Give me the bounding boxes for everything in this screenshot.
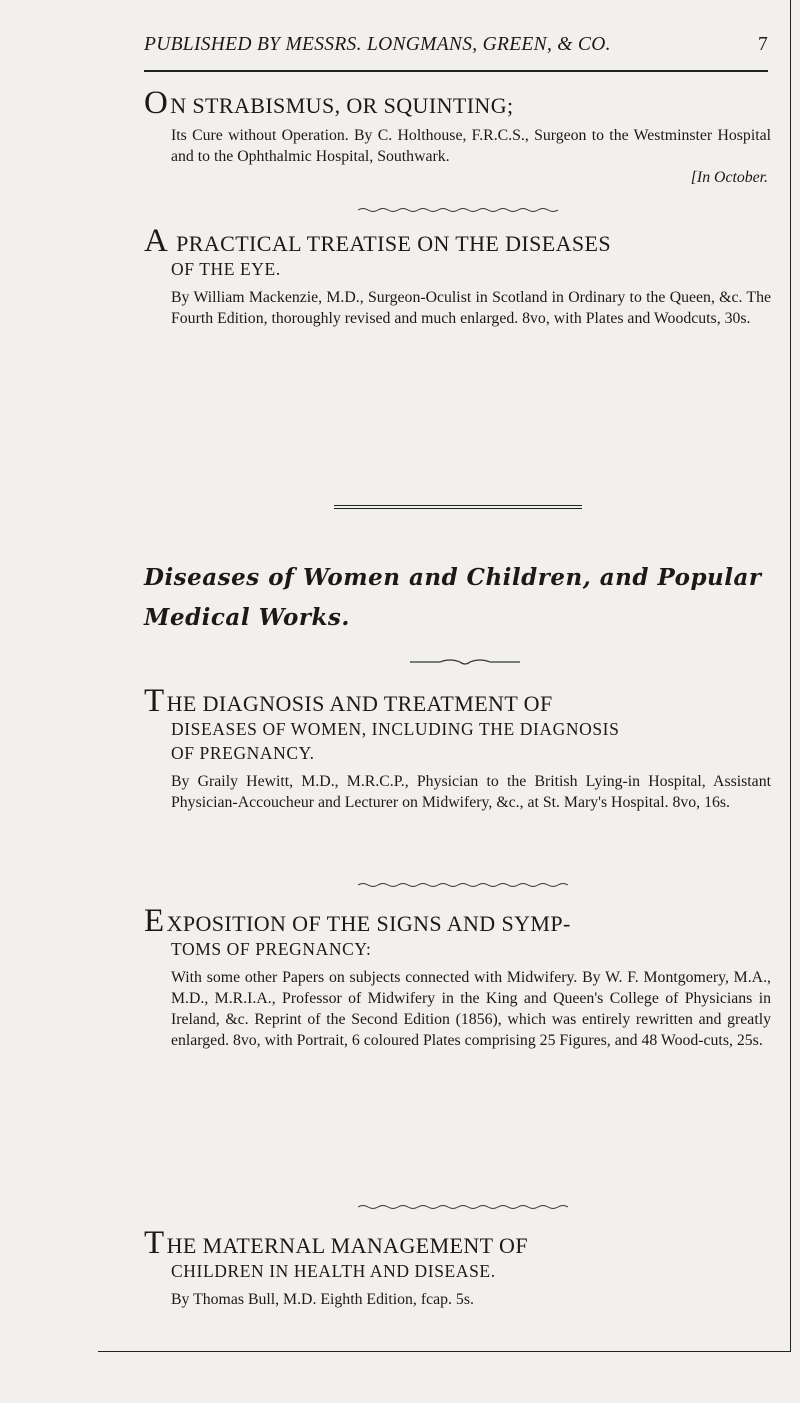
heading-text: PRACTICAL TREATISE ON THE DISEASES [170, 231, 612, 256]
section-title-line-1: Diseases of Women and Children, and Popular [144, 564, 762, 591]
heading-text: XPOSITION OF THE SIGNS AND SYMP- [166, 911, 571, 936]
header-rule [144, 70, 768, 72]
entry-body: By Thomas Bull, M.D. Eighth Edition, fcap. 5s. [171, 1291, 474, 1308]
entry-subheading: OF THE EYE. [171, 259, 281, 279]
entry-pregnancy-signs [144, 903, 774, 1051]
running-title: PUBLISHED BY MESSRS. LONGMANS, GREEN, & CO. [144, 34, 611, 55]
wavy-divider [358, 207, 558, 213]
drop-cap: E [144, 903, 165, 939]
running-head [144, 34, 768, 60]
heading-text: N STRABISMUS, OR SQUINTING; [170, 93, 514, 118]
entry-strabismus [144, 85, 774, 188]
entry-body: By Graily Hewitt, M.D., M.R.C.P., Physician to the British Lying-in Hospital, Assistant Physician-Accoucheur and Lecturer on Midwifery, &c., at St. Mary's Hospital. 8vo, 16s. [171, 773, 771, 811]
heading-text: HE MATERNAL MANAGEMENT OF [166, 1233, 528, 1258]
entry-heading [144, 903, 774, 939]
entry-subheading: OF PREGNANCY. [171, 743, 315, 763]
entry-heading [144, 223, 774, 259]
heading-text: HE DIAGNOSIS AND TREATMENT OF [166, 691, 553, 716]
section-title [144, 558, 768, 638]
publication-note: [In October. [690, 169, 768, 186]
entry-body: By William Mackenzie, M.D., Surgeon-Oculist in Scotland in Ordinary to the Queen, &c. The Fourth Edition, thoroughly revised and much enlarged. 8vo, with Plates and Woodcuts, 30s. [171, 289, 771, 327]
entry-heading [144, 1225, 774, 1261]
ornament-flourish [410, 658, 520, 666]
entry-body: Its Cure without Operation. By C. Holthouse, F.R.C.S., Surgeon to the Westminster Hospital and to the Ophthalmic Hospital, Southwark. [171, 127, 771, 165]
entry-diagnosis-women [144, 683, 774, 813]
entry-heading [144, 683, 774, 719]
drop-cap: O [144, 85, 169, 121]
entry-subheading: CHILDREN IN HEALTH AND DISEASE. [171, 1261, 496, 1281]
drop-cap: T [144, 683, 165, 719]
page-number: 7 [757, 34, 768, 55]
section-title-line-2: Medical Works. [144, 604, 350, 631]
wavy-divider [358, 1204, 573, 1210]
entry-eye-diseases [144, 223, 774, 329]
drop-cap: A [144, 223, 169, 259]
entry-heading [144, 85, 774, 121]
page-border [98, 0, 791, 1352]
drop-cap: T [144, 1225, 165, 1261]
entry-subheading: DISEASES OF WOMEN, INCLUDING THE DIAGNOSIS [171, 719, 620, 739]
double-rule-divider [334, 505, 582, 511]
entry-maternal-management [144, 1225, 774, 1310]
wavy-divider [358, 882, 573, 888]
entry-subheading: TOMS OF PREGNANCY: [171, 939, 372, 959]
entry-body: With some other Papers on subjects connected with Midwifery. By W. F. Montgomery, M.A., M.D., M.R.I.A., Professor of Midwifery in the King and Queen's College of Physicians in Ireland, &c. Reprint of the Second Edition (1856), which was entirely rewritten and greatly enlarged. 8vo, with Portrait, 6 coloured Plates comprising 25 Figures, and 48 Wood-cuts, 25s. [171, 969, 771, 1049]
